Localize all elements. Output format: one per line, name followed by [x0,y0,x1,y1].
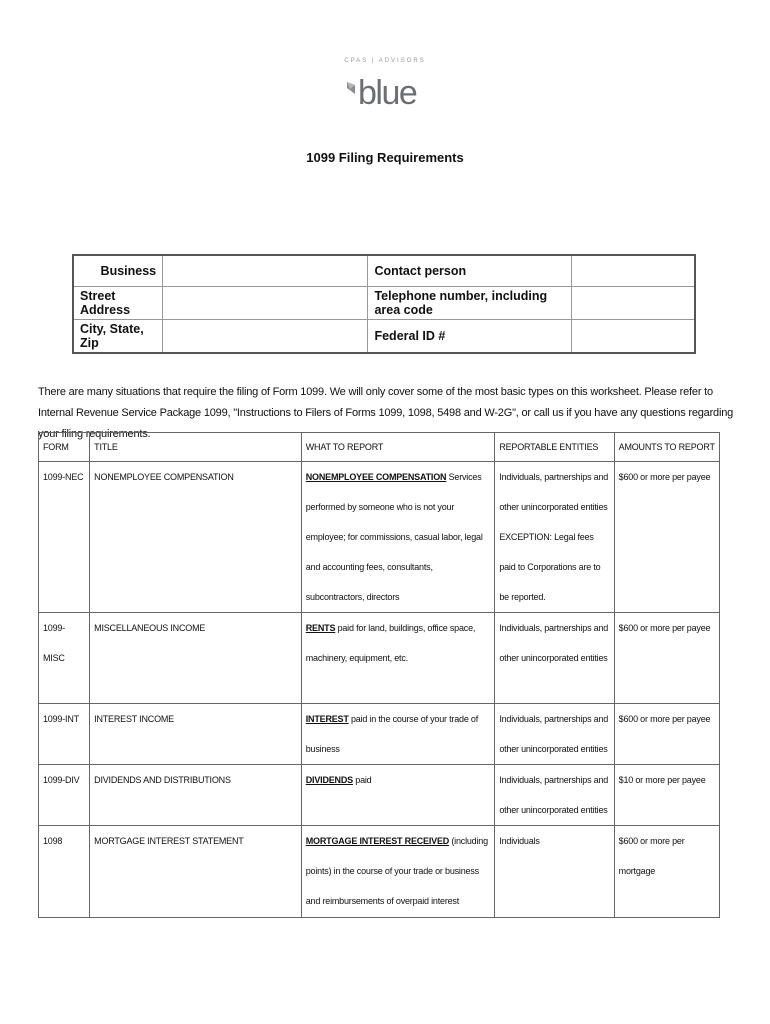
table-row [39,462,720,613]
what-to-report-cell [301,613,495,704]
contact-person-field[interactable] [571,255,695,287]
title-cell: NONEMPLOYEE COMPENSATION [90,462,302,613]
what-keyword: INTEREST [305,714,349,724]
title-cell: MORTGAGE INTEREST STATEMENT [90,826,302,918]
amount-cell: $600 or more per payee [614,613,719,704]
logo-mark-icon [346,82,356,94]
entities-cell: Individuals, partnerships and other unincorporated entities [495,704,614,765]
header-amounts-to-report: AMOUNTS TO REPORT [614,433,719,462]
federal-id-label: Federal ID # [368,320,571,354]
street-address-label: Street Address [73,287,163,320]
entities-cell: Individuals, partnerships and other unincorporated entities [495,765,614,826]
amount-cell: $10 or more per payee [614,765,719,826]
form-cell: 1099-DIV [39,765,90,826]
what-keyword: MORTGAGE INTEREST RECEIVED [305,836,450,846]
what-to-report-cell [301,765,495,826]
business-info-table [72,254,696,354]
what-detail: Services performed by someone who is not your employee; for commissions, casual labor, legal and accounting fees, consultants, subcontractors, directors [305,472,483,602]
table-row [39,765,720,826]
table-row [39,826,720,918]
entities-cell: Individuals [495,826,614,918]
info-row [73,287,695,320]
what-to-report-cell [301,462,495,613]
business-field[interactable] [163,255,368,287]
entities-cell: Individuals, partnerships and other unincorporated entities [495,613,614,704]
telephone-label: Telephone number, including area code [368,287,571,320]
what-to-report-cell [301,704,495,765]
federal-id-field[interactable] [571,320,695,354]
intro-paragraph: There are many situations that require the filing of Form 1099. We will only cover some of the most basic types on this worksheet. Please refer to Internal Revenue Service Package 1099, "Instructions to Filers of Forms 1099, 1098, 5498 and W-2G", or call us if you have any questions regarding your filing requirements. [38,386,734,440]
amount-cell: $600 or more per payee [614,704,719,765]
header-what-to-report: WHAT TO REPORT [301,433,495,462]
what-detail: (including points) in the course of your trade or business and reimbursements of overpaid interest [305,836,488,906]
title-cell: DIVIDENDS AND DISTRIBUTIONS [90,765,302,826]
amount-cell: $600 or more per payee [614,462,719,613]
contact-person-label: Contact person [368,255,571,287]
info-row [73,320,695,354]
city-state-zip-field[interactable] [163,320,368,354]
form-cell: 1099-MISC [39,613,90,704]
logo-wordmark: blue [358,74,417,112]
city-state-zip-label: City, State, Zip [73,320,163,354]
header-title: TITLE [90,433,302,462]
header-reportable-entities: REPORTABLE ENTITIES [495,433,614,462]
company-logo [344,74,424,122]
logo-tagline: CPAS | ADVISORS [344,58,426,64]
street-address-field[interactable] [163,287,368,320]
header-form: FORM [39,433,90,462]
title-cell: INTEREST INCOME [90,704,302,765]
business-label: Business [73,255,163,287]
what-keyword: RENTS [305,623,336,633]
form-cell: 1098 [39,826,90,918]
telephone-field[interactable] [571,287,695,320]
what-detail: paid [352,775,372,785]
title-cell: MISCELLANEOUS INCOME [90,613,302,704]
what-keyword: DIVIDENDS [305,775,353,785]
table-row [39,704,720,765]
what-to-report-cell [301,826,495,918]
what-detail: paid in the course of your trade of business [305,714,479,754]
what-detail: paid for land, buildings, office space, machinery, equipment, etc. [305,623,476,663]
table-row [39,613,720,704]
entities-cell: Individuals, partnerships and other unincorporated entities EXCEPTION: Legal fees paid to Corporations are to be reported. [495,462,614,613]
forms-table-header [39,433,720,462]
document-title: 1099 Filing Requirements [306,150,464,165]
what-keyword: NONEMPLOYEE COMPENSATION [305,472,447,482]
info-row [73,255,695,287]
form-cell: 1099-INT [39,704,90,765]
forms-table [38,432,720,918]
form-cell: 1099-NEC [39,462,90,613]
amount-cell: $600 or more per mortgage [614,826,719,918]
